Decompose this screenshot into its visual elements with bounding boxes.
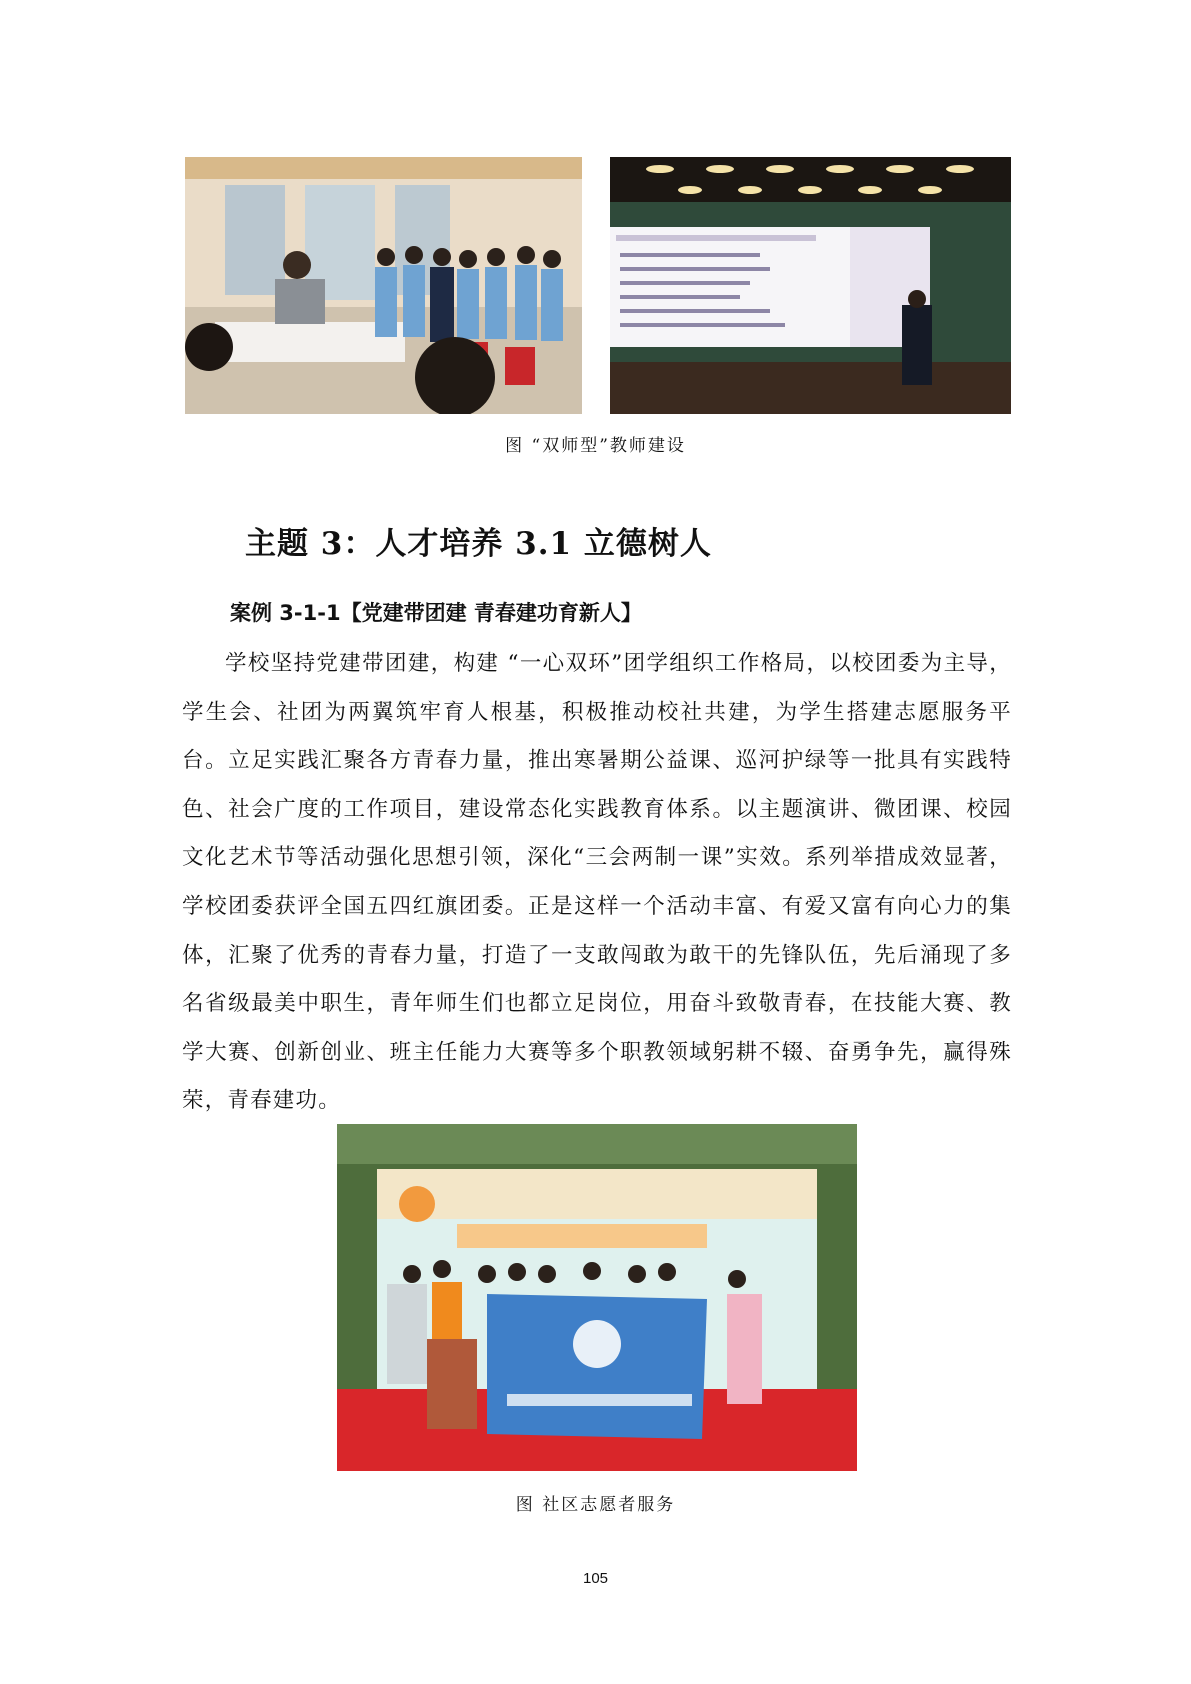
photo-caption-teacher: 图 “双师型”教师建设 (505, 436, 686, 456)
body-paragraph: 学校坚持党建带团建，构建 “一心双环”团学组织工作格局，以校团委为主导，学生会、社团为两翼筑牢育人根基，积极推动校社共建，为学生搭建志愿服务平台。立足实践汇聚各方青春力量，推出寒暑期公益课、巡河护绿等一批具有实践特色、社会广度的工作项目，建设常态化实践教育体系。以主题演讲、微团课、校园文化艺术节等活动强化思想引领，深化“三会两制一课”实效。系列举措成效显著，学校团委获评全国五四红旗团委。正是这样一个活动丰富、有爱又富有向心力的集体，汇聚了优秀的青春力量，打造了一支敢闯敢为敢干的先锋队伍，先后涌现了多名省级最美中职生，青年师生们也都立足岗位，用奋斗致敬青春，在技能大赛、教学大赛、创新创业、班主任能力大赛等多个职教领域躬耕不辍、奋勇争先，赢得殊荣，青春建功。 (182, 651, 1012, 1114)
page-number: 105 (582, 1570, 609, 1587)
photo-lecture-stage-image (610, 157, 1011, 414)
photo-volunteer-group-image (337, 1124, 857, 1471)
photo-teacher-training (185, 157, 582, 414)
case-title: 案例 3-1-1【党建带团建 青春建功育新人】 (230, 601, 642, 625)
photo-lecture-stage (610, 157, 1011, 414)
photo-volunteer-group (337, 1124, 857, 1471)
section-heading: 主题 3：人才培养 3.1 立德树人 (245, 526, 712, 562)
photo-teacher-training-image (185, 157, 582, 414)
photo-caption-volunteer: 图 社区志愿者服务 (515, 1495, 676, 1515)
